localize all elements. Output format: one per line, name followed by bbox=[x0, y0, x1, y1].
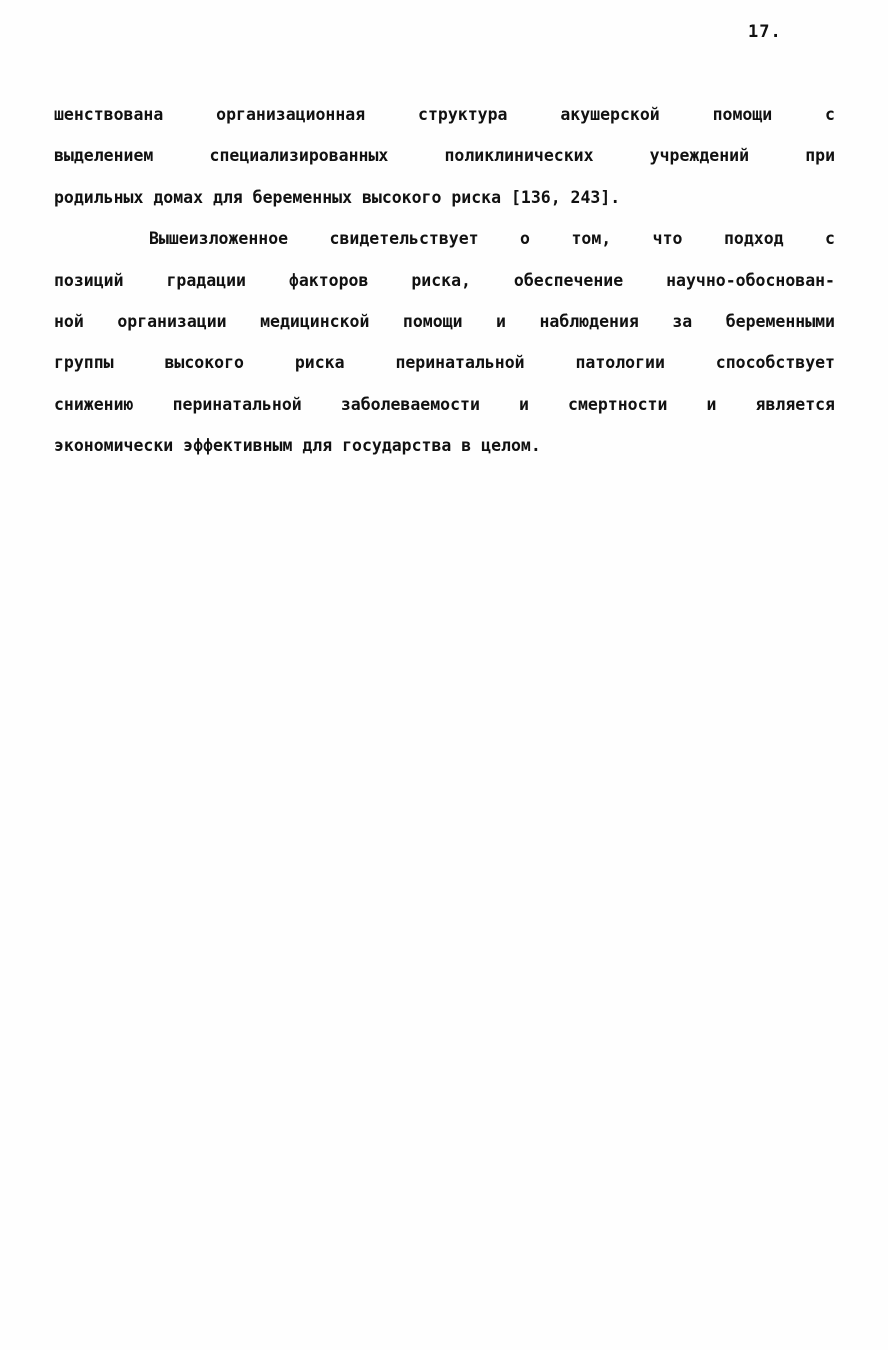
body-text bbox=[54, 101, 835, 474]
text-line: шенствована организационная структура акушерской помощи с bbox=[54, 105, 835, 124]
text-line: выделением специализированных поликлинических учреждений при bbox=[54, 146, 835, 166]
text-line: снижению перинатальной заболеваемости и смертности и является bbox=[54, 394, 835, 414]
page-number: 17. bbox=[748, 22, 782, 42]
text-line: родильных домах для беременных высокого риска [136, 243]. bbox=[54, 187, 621, 207]
text-line: позиций градации факторов риска, обеспечение научно-обоснован- bbox=[54, 270, 835, 290]
text-line: экономически эффективным для государства в целом. bbox=[54, 436, 541, 456]
paragraph-first-line: Вышеизложенное свидетельствует о том, что подход с bbox=[149, 229, 835, 249]
text-line: группы высокого риска перинатальной патологии способствует bbox=[54, 353, 835, 373]
text-line: ной организации медицинской помощи и наблюдения за беременными bbox=[54, 311, 835, 331]
